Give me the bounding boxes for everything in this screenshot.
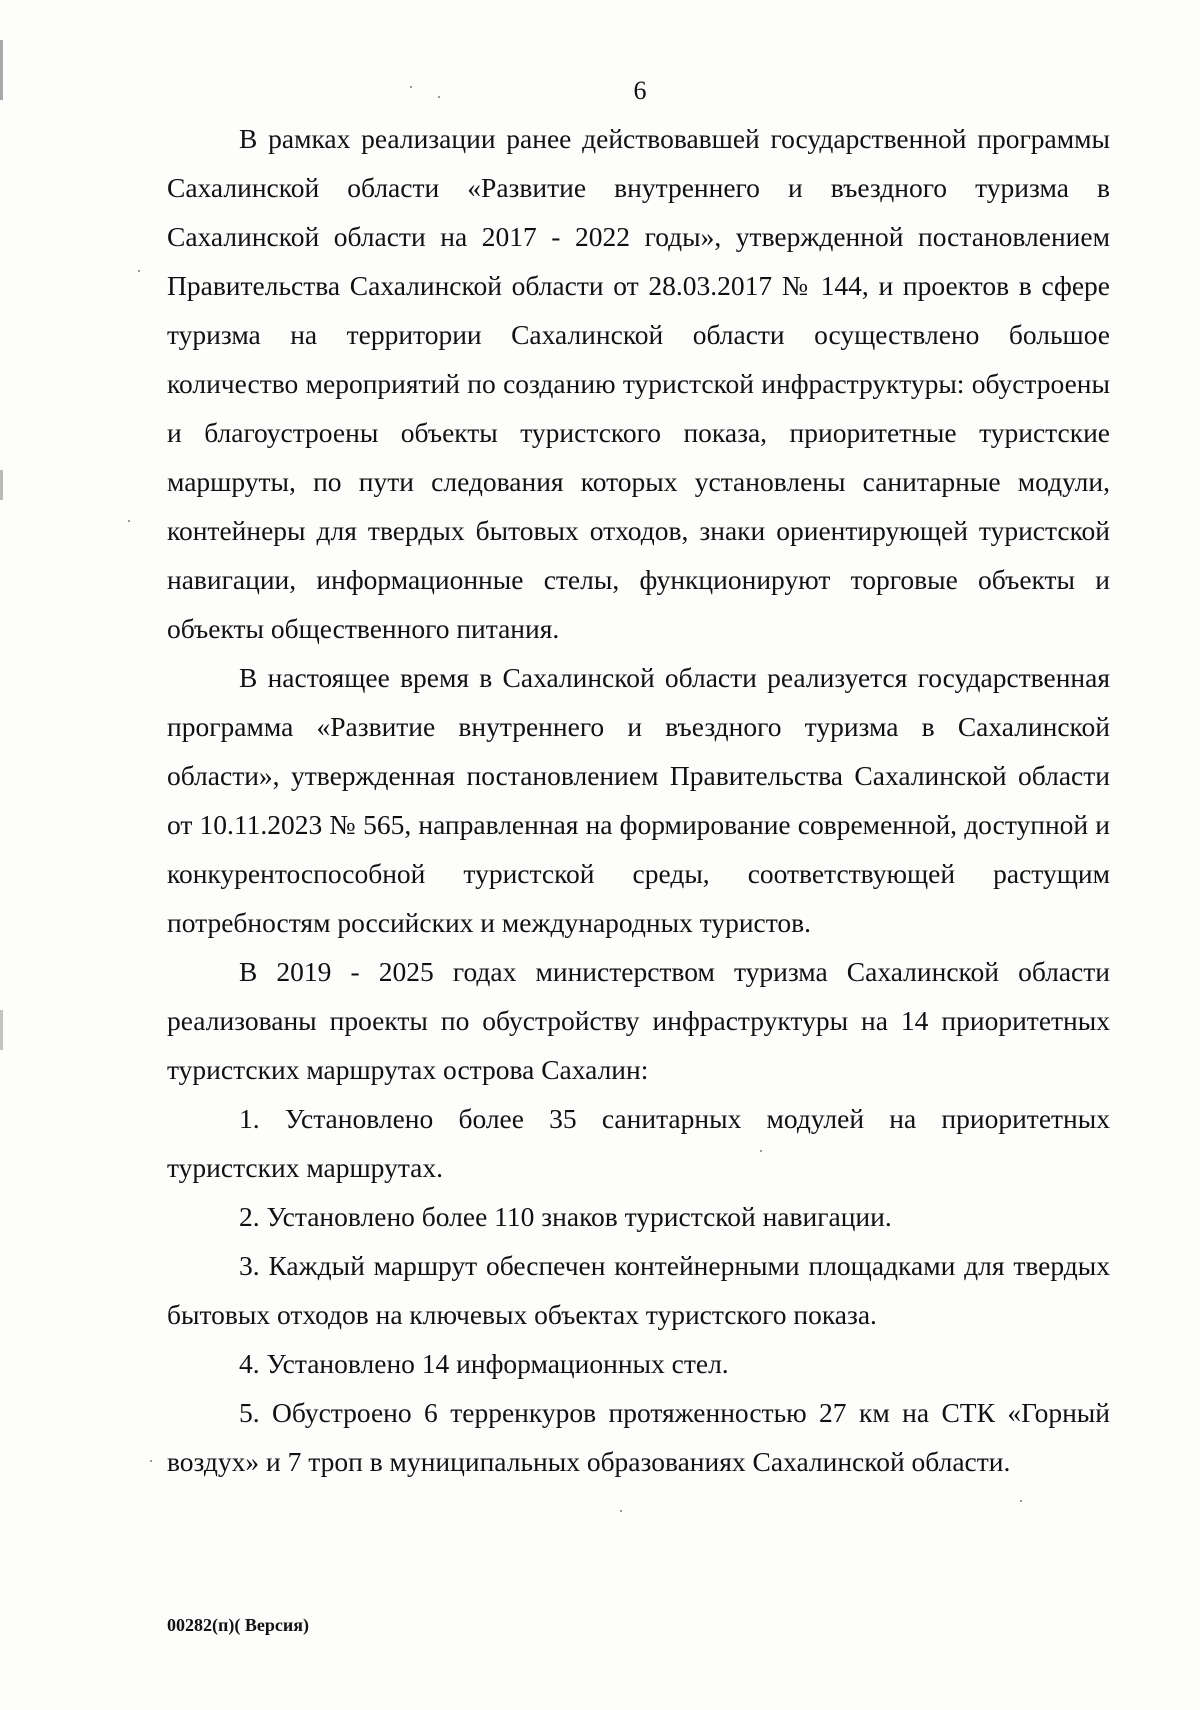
scan-speck bbox=[150, 1460, 152, 1462]
scan-edge-mark bbox=[0, 1010, 3, 1050]
scan-edge-mark bbox=[0, 470, 3, 500]
scan-speck bbox=[138, 270, 140, 272]
paragraph: В настоящее время в Сахалинской области реализуется государственная программа «Развитие внутреннего и въездного туризма в Сахалинской области», утвержденная постановлением Правительства Сахалинской области от 10.11.2023 № 565, направленная на формирование современной, доступной и конкурентоспособной туристской среды, соответствующей растущим потребностям российских и международных туристов. bbox=[167, 662, 1110, 938]
list-item: 3. Каждый маршрут обеспечен контейнерными площадками для твердых бытовых отходов на ключевых объектах туристского показа. bbox=[167, 1250, 1110, 1330]
list-item: 1. Установлено более 35 санитарных модулей на приоритетных туристских маршрутах. bbox=[167, 1103, 1110, 1183]
document-body bbox=[167, 114, 1110, 1486]
document-footer-code: 00282(п)( Версия) bbox=[167, 1615, 309, 1635]
scan-speck bbox=[128, 520, 130, 522]
paragraph: В рамках реализации ранее действовавшей государственной программы Сахалинской области «Развитие внутреннего и въездного туризма в Сахалинской области на 2017 - 2022 годы», утвержденной постановлением Правительства Сахалинской области от 28.03.2017 № 144, и проектов в сфере туризма на территории Сахалинской области осуществлено большое количество мероприятий по созданию туристской инфраструктуры: обустроены и благоустроены объекты туристского показа, приоритетные туристские маршруты, по пути следования которых установлены санитарные модули, контейнеры для твердых бытовых отходов, знаки ориентирующей туристской навигации, информационные стелы, функционируют торговые объекты и объекты общественного питания. bbox=[167, 123, 1110, 644]
page-number: 6 bbox=[633, 76, 647, 105]
list-item: 4. Установлено 14 информационных стел. bbox=[239, 1348, 729, 1379]
list-item: 5. Обустроено 6 терренкуров протяженностью 27 км на СТК «Горный воздух» и 7 троп в муниципальных образованиях Сахалинской области. bbox=[167, 1397, 1110, 1477]
list-item: 2. Установлено более 110 знаков туристской навигации. bbox=[239, 1201, 892, 1232]
scan-speck bbox=[1020, 1500, 1022, 1502]
paragraph: В 2019 - 2025 годах министерством туризма Сахалинской области реализованы проекты по обустройству инфраструктуры на 14 приоритетных туристских маршрутах острова Сахалин: bbox=[167, 956, 1110, 1085]
scan-speck bbox=[620, 1510, 622, 1512]
